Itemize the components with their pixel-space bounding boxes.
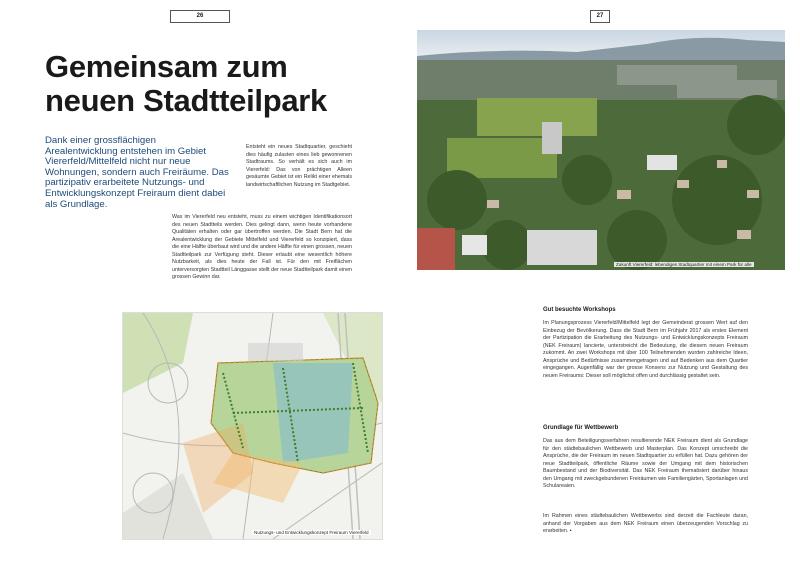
site-plan-map xyxy=(122,312,383,540)
title-line-1: Gemeinsam zum xyxy=(45,49,288,84)
title-line-2: neuen Stadtteilpark xyxy=(45,83,327,118)
page-number-left: 26 xyxy=(170,10,230,23)
workshops-paragraph: Im Planungsprozess Viererfeld/Mittelfeld legt der Gemeinderat grossen Wert auf den Einbezug der Bevölkerung. Dass die Stadt Bern im Frühjahr 2017 als erstes Element der Partizipation die Erarbeitung des Nutzungs- und Entwicklungskonzepts Freiraum (NEK Freiraum) lancierte, unterstreicht die Bedeutung, die diesem neuen Freiraum zukommt. An zwei Workshops mit über 100 Teilnehmenden wurden zahlreiche Ideen, Ansprüche und Bedürfnisse zusammengetragen und auf Bedenken aus dem Quartier eingegangen. Augenfällig war der grosse Konsens zur Nutzung und Gestaltung des neuen Freiraums: Dieser soll möglichst offen und durchlässig gestaltet sein. xyxy=(543,320,748,379)
photo-caption: Zukunft Viererfeld: lebendiges Stadtquartier mit einem Park für alle xyxy=(616,262,752,267)
intro-paragraph-wide: Was im Viererfeld neu entsteht, muss zu einem wichtigen Identifikationsort des neuen Stadtteils werden. Dies gelingt dann, wenn heute vorhandene Qualitäten erhalten oder gar übertroffen werden. Die Stadt Bern hat die Arealentwicklung der Gebiete Mittelfeld und Viererfeld so konzipiert, dass die eine Hälfte überbaut wird und die andere Hälfte für einen grossen, neuen Stadtteilpark zur Verfügung steht. Dieser erlaubt eine wesentlich höhere Nutzbarkeit, als dies heute der Fall ist. Für den mit Freiflächen unterversorgten Stadtteil Länggasse stellt der neue Stadtteilpark damit einen grossen Gewinn dar. xyxy=(172,214,352,280)
page-title xyxy=(45,50,375,118)
page-number-right: 27 xyxy=(590,10,610,23)
aerial-photo xyxy=(417,30,785,270)
section-heading-competition: Grundlage für Wettbewerb xyxy=(543,425,619,431)
competition-paragraph: Das aus dem Beteiligungsverfahren resultierende NEK Freiraum dient als Grundlage für den städtebaulichen Wettbewerb und Masterplan. Das Konzept umschreibt die Ansprüche, die der Freiraum im neuen Stadtquartier zu erfüllen hat. Dazu gehören der neue Stadtteilpark, öffentliche Räume sowie der Umgang mit dem historischen Baumbestand und der Biodiversität. Das NEK Freiraum thematisiert darüber hinaus den Umgang mit zweckgebundenen Freiräumen wie Familiengärten, Sportanlagen und Schulareaien. xyxy=(543,438,748,489)
map-caption: Nutzungs- und Entwicklungskonzept Freiraum Viererfeld xyxy=(254,530,369,535)
section-heading-workshops: Gut besuchte Workshops xyxy=(543,307,616,313)
intro-paragraph: Entsteht ein neues Stadtquartier, geschieht dies häufig zulasten eines lieb gewonnenen Stadtraums. So verhält es sich auch im Viererfeld: Das von prächtigen Alleen gesäumte Gebiet ist ein Relikt einer ehemals landwirtschaftlichen Nutzung im Stadtgebiet. xyxy=(246,144,352,188)
closing-paragraph: Im Rahmen eines städtebaulichen Wettbewerbs sind derzeit die Fachleute daran, anhand der Vorgaben aus dem NEK Freiraum einen überzeugenden Vorschlag zu erarbeiten. ▪ xyxy=(543,513,748,534)
lead-paragraph: Dank einer grossflächigen Arealentwicklung entstehen im Gebiet Viererfeld/Mittelfeld nicht nur neue Wohnungen, sondern auch Freiräume. Das partizipativ erarbeitete Nutzungs- und Entwicklungskonzept Freiraum dient dabei als Grundlage. xyxy=(45,135,229,210)
